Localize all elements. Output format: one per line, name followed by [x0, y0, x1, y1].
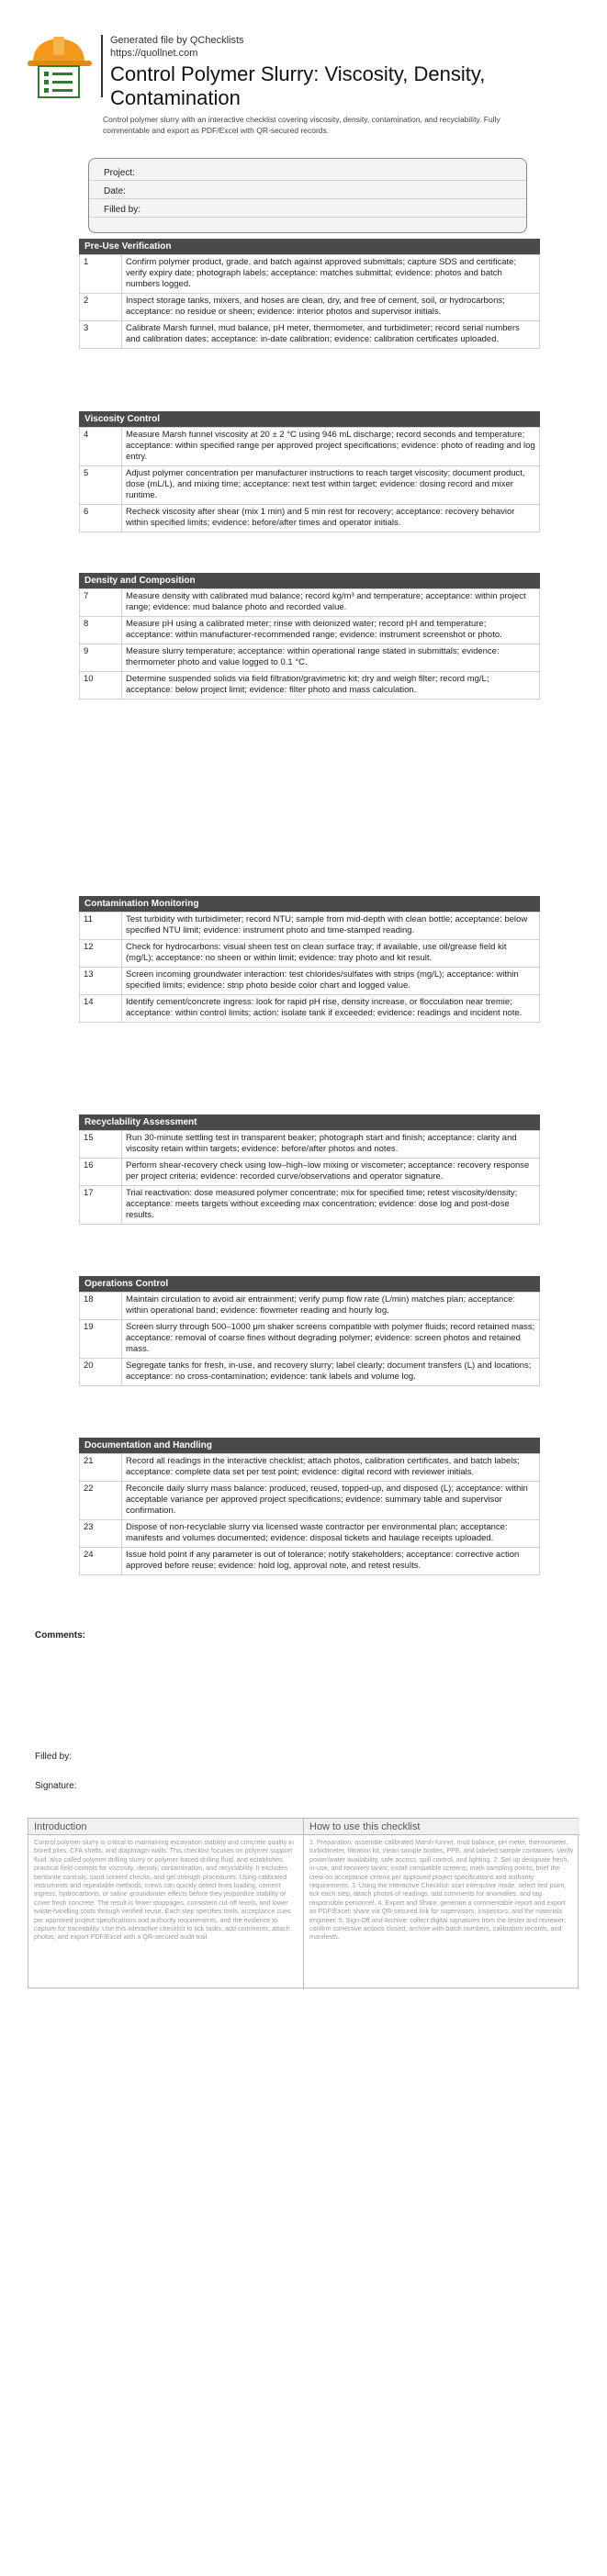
section-heading: Density and Composition [79, 573, 540, 588]
item-number: 10 [80, 672, 122, 700]
item-text: Determine suspended solids via field filtration/gravimetric kit; dry and weigh filter; record mg/L; acceptance: below project limit; evidence: filter photo and mass calculation. [122, 672, 540, 700]
checklist-section [79, 411, 540, 532]
introduction-text: Control polymer slurry is critical to maintaining excavation stability and concrete quality in bored piles, CFA shafts, and diaphragm walls. This checklist focuses on polymer support fluid, also called polymer drilling slurry or polymer-based drilling fluid, and establishes practical field controls for viscosity, density, contamination, and recyclability. It excludes bentonite controls, sand content checks, and gel strength procedures. Using calibrated instruments and repeatable methods, crews can quickly detect fines loading, cement ingress, hydrocarbons, or saline groundwater effects before they jeopardize stability or cover fresh concrete. The result is fewer stoppages, consistent cut-off levels, and lower waste-handling costs through verified reuse. Each step specifies tools, acceptance cues per approved project specifications and authority requirements, and the evidence to capture for traceability. Use this interactive checklist to tick tasks, add comments, attach photos, and export PDF/Excel with a QR-secured audit trail. [34, 1838, 294, 1942]
item-text: Calibrate Marsh funnel, mud balance, pH meter, thermometer, and turbidimeter; record serial numbers and calibration dates; acceptance: in-date calibration; evidence: calibration certificates uploaded. [122, 321, 540, 349]
source-url-link[interactable]: https://quollnet.com [110, 48, 198, 59]
project-field[interactable]: Project: [89, 166, 526, 181]
hardhat-checklist-logo-icon [26, 33, 96, 99]
item-number: 7 [80, 589, 122, 617]
item-text: Dispose of non-recyclable slurry via licensed waste contractor per environmental plan; acceptance: manifests and volumes documented; evidence: disposal tickets and haulage receipts uploaded. [122, 1520, 540, 1548]
item-number: 15 [80, 1131, 122, 1159]
item-number: 17 [80, 1186, 122, 1225]
checklist-row[interactable] [80, 466, 540, 505]
item-text: Segregate tanks for fresh, in-use, and recovery slurry; label clearly; document transfers (L) and locations; acceptance: no cross-contamination; evidence: tank labels and volume log. [122, 1359, 540, 1386]
checklist-table [79, 912, 540, 1023]
item-number: 3 [80, 321, 122, 349]
checklist-row[interactable] [80, 589, 540, 617]
item-number: 6 [80, 505, 122, 532]
item-text: Record all readings in the interactive checklist; attach photos, calibration certificates, and batch labels; acceptance: complete data set per test point; evidence: digital record with reviewer initials. [122, 1454, 540, 1482]
how-to-column [304, 1819, 579, 1989]
comments-label: Comments: [35, 1630, 86, 1641]
checklist-section [79, 239, 540, 349]
date-field[interactable]: Date: [89, 185, 526, 199]
item-number: 1 [80, 255, 122, 294]
section-heading: Recyclability Assessment [79, 1114, 540, 1130]
item-text: Measure density with calibrated mud balance; record kg/m³ and temperature; acceptance: within project range; evidence: mud balance photo and recorded value. [122, 589, 540, 617]
checklist-row[interactable] [80, 968, 540, 995]
checklist-row[interactable] [80, 1520, 540, 1548]
item-text: Reconcile daily slurry mass balance: produced, reused, topped-up, and disposed (L); acceptance: within acceptable variance per approved project specifications; evidence: summary table and supervisor confirmation. [122, 1482, 540, 1520]
item-text: Inspect storage tanks, mixers, and hoses are clean, dry, and free of cement, soil, or hydrocarbons; acceptance: no residue or sheen; evidence: interior photos and supervisor initials. [122, 294, 540, 321]
filled-by-label: Filled by: [35, 1752, 73, 1762]
section-heading: Contamination Monitoring [79, 896, 540, 912]
checklist-table [79, 1453, 540, 1575]
checklist-table [79, 1292, 540, 1386]
checklist-section [79, 1438, 540, 1575]
checklist-row[interactable] [80, 428, 540, 466]
item-text: Screen incoming groundwater interaction: test chlorides/sulfates with strips (mg/L); acceptance: within specified limits; evidence: strip photo beside color chart and logged value. [122, 968, 540, 995]
checklist-row[interactable] [80, 1454, 540, 1482]
item-number: 19 [80, 1320, 122, 1359]
checklist-row[interactable] [80, 255, 540, 294]
item-text: Check for hydrocarbons: visual sheen test on clean surface tray; if available, use oil/grease field kit (mg/L); acceptance: no sheen or within limit; evidence: tray photo and kit result. [122, 940, 540, 968]
checklist-row[interactable] [80, 940, 540, 968]
item-text: Screen slurry through 500–1000 μm shaker screens compatible with polymer fluids; record retained mass; acceptance: removal of coarse fines without degrading polymer; evidence: screen photos and retained mass. [122, 1320, 540, 1359]
header-divider [101, 35, 103, 97]
checklist-row[interactable] [80, 1482, 540, 1520]
item-text: Test turbidity with turbidimeter; record NTU; sample from mid-depth with clean bottle; acceptance: below specified NTU limit; evidence: instrument photo and time-stamped reading. [122, 913, 540, 940]
checklist-row[interactable] [80, 617, 540, 644]
checklist-section [79, 1276, 540, 1386]
item-number: 20 [80, 1359, 122, 1386]
checklist-row[interactable] [80, 644, 540, 672]
checklist-section [79, 896, 540, 1023]
checklist-row[interactable] [80, 1159, 540, 1186]
item-text: Confirm polymer product, grade, and batch against approved submittals; capture SDS and certificate; verify expiry date; photograph labels; acceptance: matches submittal; evidence: photos and batch numbers logged. [122, 255, 540, 294]
checklist-table [79, 1130, 540, 1225]
checklist-row[interactable] [80, 1186, 540, 1225]
document-subtitle: Control polymer slurry with an interactive checklist covering viscosity, density, contamination, and recyclability. Fully commentable and export as PDF/Excel with QR-secured records. [103, 115, 500, 135]
item-number: 9 [80, 644, 122, 672]
checklist-row[interactable] [80, 1131, 540, 1159]
checklist-row[interactable] [80, 1320, 540, 1359]
introduction-column [28, 1819, 304, 1989]
checklist-table [79, 588, 540, 700]
checklist-row[interactable] [80, 672, 540, 700]
item-text: Issue hold point if any parameter is out of tolerance; notify stakeholders; acceptance: corrective action approved before reuse; evidence: hold log, approval note, and retest results. [122, 1548, 540, 1575]
item-number: 2 [80, 294, 122, 321]
item-text: Maintain circulation to avoid air entrainment; verify pump flow rate (L/min) matches plan; acceptance: within operational band; evidence: flowmeter reading and hourly log. [122, 1293, 540, 1320]
item-number: 5 [80, 466, 122, 505]
item-number: 4 [80, 428, 122, 466]
section-heading: Documentation and Handling [79, 1438, 540, 1453]
item-number: 22 [80, 1482, 122, 1520]
section-heading: Viscosity Control [79, 411, 540, 427]
document-header [26, 33, 577, 109]
item-text: Measure Marsh funnel viscosity at 20 ± 2 °C using 946 mL discharge; record seconds and temperature; acceptance: within specified range per approved project specifications; evidence: photo of reading and log entry. [122, 428, 540, 466]
checklist-row[interactable] [80, 995, 540, 1023]
item-text: Measure slurry temperature; acceptance: within operational range stated in submittals; evidence: thermometer photo and value logged to 0.1 °C. [122, 644, 540, 672]
item-text: Identify cement/concrete ingress: look for rapid pH rise, density increase, or flocculation near tremie; acceptance: within control limits; action: isolate tank if exceeded; evidence: readings and incident note. [122, 995, 540, 1023]
item-number: 11 [80, 913, 122, 940]
info-panel [28, 1818, 579, 1988]
item-number: 21 [80, 1454, 122, 1482]
checklist-row[interactable] [80, 1548, 540, 1575]
project-info-box [88, 158, 527, 233]
how-to-heading: How to use this checklist [304, 1819, 579, 1835]
checklist-table [79, 254, 540, 349]
checklist-row[interactable] [80, 321, 540, 349]
item-number: 14 [80, 995, 122, 1023]
item-text: Adjust polymer concentration per manufacturer instructions to reach target viscosity; document product, dose (mL/L), and mixing time; acceptance: next test within target; evidence: dosing record and mixer runtime. [122, 466, 540, 505]
item-text: Perform shear-recovery check using low–high–low mixing or viscometer; acceptance: recovery response per project criteria; evidence: recorded curve/observations and operator signature. [122, 1159, 540, 1186]
checklist-row[interactable] [80, 1359, 540, 1386]
checklist-section [79, 1114, 540, 1225]
section-heading: Operations Control [79, 1276, 540, 1292]
section-heading: Pre-Use Verification [79, 239, 540, 254]
document-title: Control Polymer Slurry: Viscosity, Density, Contamination [110, 62, 486, 109]
item-number: 24 [80, 1548, 122, 1575]
item-text: Recheck viscosity after shear (mix 1 min) and 5 min rest for recovery; acceptance: recovery behavior within specified limits; evidence: before/after times and operator initials. [122, 505, 540, 532]
checklist-row[interactable] [80, 1293, 540, 1320]
checklist-table [79, 427, 540, 532]
how-to-text: 1. Preparation: assemble calibrated Marsh funnel, mud balance, pH meter, thermometer, turbidimeter, filtration kit, clean sample bottles, PPE, and labeled sample containers. Verify power/water availability, safe access, spill control, and lighting. 2. Set up designate fresh, in-use, and recovery tanks; install compatible screens; mark sampling points; brief the crew on acceptance criteria per approved project specifications and authority requirements. 3. Using the Interactive Checklist: start interactive mode, select test point, tick each step, attach photos of readings, add comments for anomalies, and tag responsible personnel. 4. Export and Share: generate a commentable report and export as PDF/Excel; share via QR-secured link for supervisors, inspectors, and the materials engineer. 5. Sign-Off and Archive: collect digital signatures from the tester and reviewer; confirm corrective actions closed; archive with batch numbers, calibration records, and manifests. [309, 1838, 574, 1942]
checklist-row[interactable] [80, 505, 540, 532]
filled-by-field[interactable]: Filled by: [89, 203, 526, 218]
item-number: 16 [80, 1159, 122, 1186]
introduction-heading: Introduction [28, 1819, 303, 1835]
checklist-row[interactable] [80, 294, 540, 321]
item-number: 8 [80, 617, 122, 644]
item-number: 18 [80, 1293, 122, 1320]
item-text: Measure pH using a calibrated meter; rinse with deionized water; record pH and temperature; acceptance: within manufacturer-recommended range; evidence: instrument screenshot or photo. [122, 617, 540, 644]
checklist-section [79, 573, 540, 700]
checklist-row[interactable] [80, 913, 540, 940]
signature-label: Signature: [35, 1781, 77, 1791]
item-number: 12 [80, 940, 122, 968]
generated-by-text: Generated file by QChecklists [110, 35, 244, 46]
item-number: 13 [80, 968, 122, 995]
item-text: Trial reactivation: dose measured polymer concentrate; mix for specified time; retest viscosity/density; acceptance: meets targets without exceeding max concentration; evidence: dose log and post-dose results. [122, 1186, 540, 1225]
item-number: 23 [80, 1520, 122, 1548]
item-text: Run 30-minute settling test in transparent beaker; photograph start and finish; acceptance: clarity and viscosity retain within targets; evidence: before/after photos and notes. [122, 1131, 540, 1159]
